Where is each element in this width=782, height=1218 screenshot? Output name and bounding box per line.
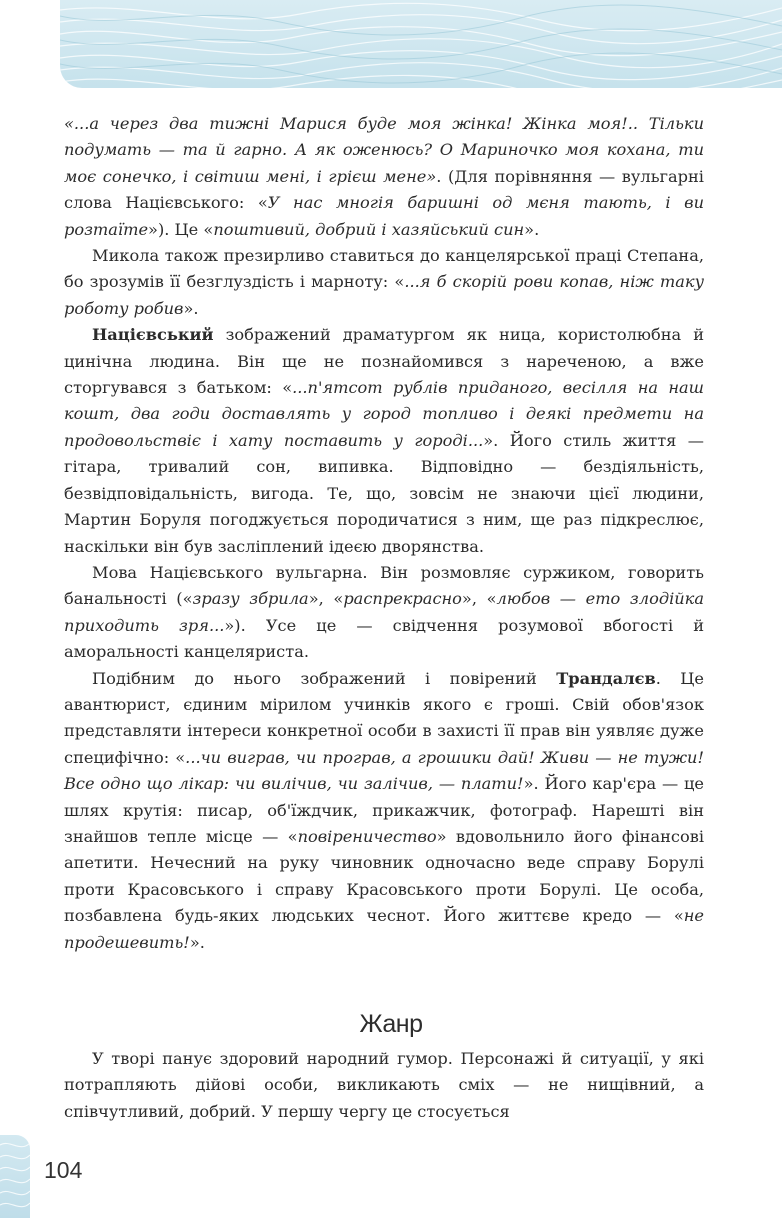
wave-pattern-icon bbox=[0, 1135, 30, 1218]
text-segment: ». bbox=[183, 298, 199, 318]
paragraph bbox=[64, 666, 704, 956]
text-segment: »). Усе це — свідчення розумової вбогості й аморальності канцеляриста. bbox=[64, 615, 705, 662]
text-segment: ». bbox=[524, 219, 540, 239]
quote-text: зразу збрила bbox=[192, 589, 309, 609]
paragraph bbox=[64, 111, 704, 243]
text-segment: . Це авантюрист, єдиним мірилом учинків якого є гроші. Свій обов'язок представляти інтереси конкретної особи в захисті її прав він уявляє дуже специфічно: « bbox=[64, 668, 704, 767]
text-segment: Микола також презирливо ставиться до канцелярської праці Степана, бо зрозумів її безглуздість і марноту: « bbox=[64, 246, 704, 292]
wave-pattern-icon bbox=[60, 0, 782, 88]
quote-text: ...я б скорій рови копав, ніж таку роботу робив bbox=[64, 272, 704, 318]
genre-text bbox=[64, 1046, 704, 1125]
text-segment: зображений драматургом як ница, користолюбна й цинічна людина. Він ще не познайомився з нареченою, а вже сторгувався з батьком: « bbox=[64, 325, 704, 398]
text-segment: »). Це « bbox=[148, 219, 214, 239]
text-segment: ». Його стиль життя — гітара, тривалий сон, випивка. Відповідно — бездіяльність, безвідповідальність, вигода. Те, що, зовсім не знаючи цієї людини, Мартин Боруля погоджується породичатися з ним, ще раз підкреслює, наскільки він був засліплений ідеєю дворянства. bbox=[64, 430, 704, 556]
text-segment: Подібним до нього зображений і повірений bbox=[92, 668, 557, 688]
quote-text: повіреничество bbox=[297, 826, 437, 846]
quote-text: не продешевить! bbox=[64, 906, 704, 952]
text-segment: ». bbox=[189, 932, 205, 952]
quote-text: «...а через два тижні Марися буде моя жінка! Жінка моя!.. Тільки подумать — та й гарно. А як оженюсь? О Мариночко моя кохана, ти моє сонечко, і світиш мені, і грієш мене» bbox=[64, 114, 704, 186]
paragraph bbox=[64, 322, 704, 560]
paragraph bbox=[64, 560, 704, 666]
decorative-wave-banner bbox=[60, 0, 782, 88]
bold-name: Трандалєв bbox=[556, 668, 656, 688]
quote-text: ...п'ятсот рублів приданого, весілля на наш кошт, два годи доставлять у город топливо і деякі предмети на продовольствіє і хату поставить у городі... bbox=[64, 378, 704, 450]
quote-text: ...чи виграв, чи програв, а грошики дай! Живи — не тужи! Все одно що лікар: чи вилічив, чи залічив, — плати! bbox=[64, 747, 704, 794]
quote-text: поштивий, добрий і хазяйський син bbox=[213, 219, 525, 239]
section-heading: Жанр bbox=[359, 1010, 423, 1038]
text-segment: ». Його кар'єра — це шлях крутія: писар, об'їждчик, прикажчик, фотограф. Нарешті він знайшов тепле місце — « bbox=[64, 774, 704, 846]
text-segment: », « bbox=[308, 589, 344, 609]
quote-text: любов — ето злодійка приходить зря... bbox=[64, 589, 704, 635]
quote-text: распрекрасно bbox=[343, 589, 462, 609]
quote-text: У нас многія баришні од мєня тають, і ви розтаїте bbox=[64, 193, 704, 239]
body-text bbox=[64, 111, 704, 956]
text-segment: Мова Націєвського вульгарна. Він розмовляє суржиком, говорить банальності (« bbox=[64, 562, 704, 609]
text-segment: . (Для порівняння — вульгарні слова Націєвського: « bbox=[64, 166, 704, 213]
page-number: 104 bbox=[44, 1157, 83, 1183]
genre-paragraph: У творі панує здоровий народний гумор. Персонажі й ситуації, у які потрапляють дійові особи, викликають сміх — не нищівний, а співчутливий, добрий. У першу чергу це стосується bbox=[64, 1049, 704, 1121]
text-segment: », « bbox=[461, 589, 497, 609]
decorative-corner bbox=[0, 1135, 30, 1218]
text-segment: » вдовольнило його фінансові апетити. Нечесний на руку чиновник одночасно веде справу Борулі проти Красовського і справу Красовського проти Борулі. Це особа, позбавлена будь-яких людських чеснот. Його життєве кредо — « bbox=[64, 826, 705, 926]
bold-name: Націєвський bbox=[92, 325, 214, 345]
paragraph bbox=[64, 243, 704, 322]
